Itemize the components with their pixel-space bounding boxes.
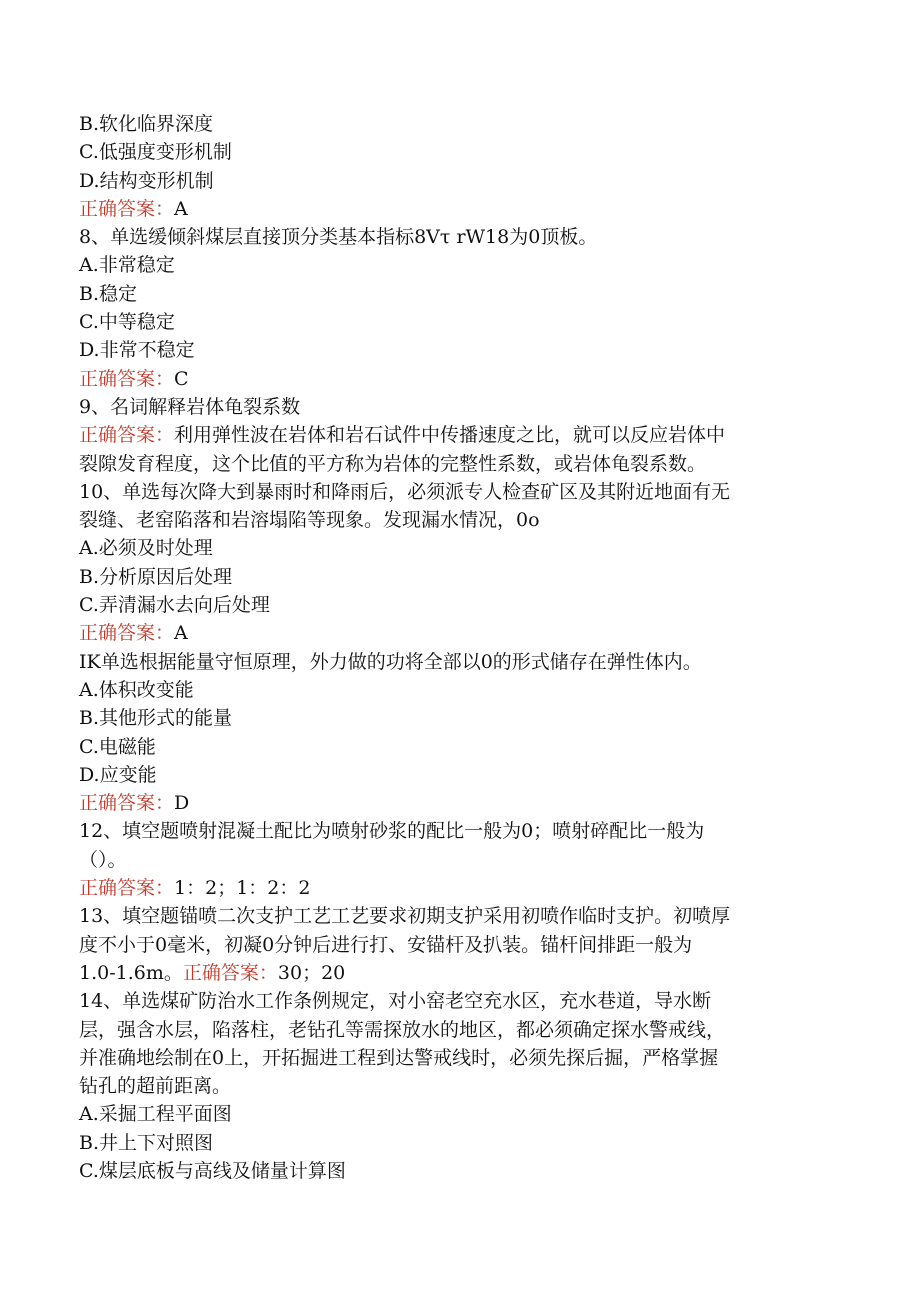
answer-label: 正确答案： xyxy=(79,877,175,900)
answer-value: 利用弹性波在岩体和岩石试件中传播速度之比，就可以反应岩体中 xyxy=(174,424,726,447)
option-line: A.采掘工程平面图 xyxy=(79,1103,232,1126)
question-line: 10、单选每次降大到暴雨时和降雨后，必须派专人检查矿区及其附近地面有无 xyxy=(79,480,731,503)
answer-continuation-line: 裂隙发育程度，这个比值的平方称为岩体的完整性系数，或岩体龟裂系数。 xyxy=(79,452,707,475)
option-line: B.稳定 xyxy=(79,282,138,305)
option-line: D.结构变形机制 xyxy=(79,169,214,192)
question-line: 12、填空题喷射混凝土配比为喷射砂浆的配比一般为0；喷射碎配比一般为 xyxy=(79,820,705,843)
answer-value: A xyxy=(174,197,188,220)
answer-value: C xyxy=(174,367,189,390)
question-continuation-line: 并准确地绘制在0上，开拓掘进工程到达警戒线时，必须先探后掘，严格掌握 xyxy=(79,1046,719,1069)
option-line: B.软化临界深度 xyxy=(79,113,214,135)
option-line: A.非常稳定 xyxy=(79,254,175,277)
option-line: C.弄清漏水去向后处理 xyxy=(79,594,270,617)
answer-line xyxy=(79,365,824,393)
option-line: B.分析原因后处理 xyxy=(79,565,233,588)
question-continuation-line: （）。 xyxy=(79,848,127,871)
answer-value: 1：2；1：2：2 xyxy=(174,877,311,900)
question-continuation-line: 钻孔的超前距离。 xyxy=(79,1075,232,1098)
answer-line xyxy=(79,195,824,223)
question-line: IK单选根据能量守恒原理，外力做的功将全部以0的形式储存在弹性体内。 xyxy=(79,650,702,673)
option-line: C.中等稳定 xyxy=(79,311,175,334)
question-list xyxy=(79,110,824,1185)
option-line: C.电磁能 xyxy=(79,735,156,758)
option-line: B.井上下对照图 xyxy=(79,1131,214,1154)
answer-label: 正确答案： xyxy=(79,367,175,390)
answer-value: A xyxy=(174,622,188,645)
answer-line xyxy=(79,421,824,449)
answer-label: 正确答案： xyxy=(79,197,175,220)
question-line: 9、名词解释岩体龟裂系数 xyxy=(79,395,301,418)
answer-value: D xyxy=(174,792,190,815)
option-line: A.体积改变能 xyxy=(79,678,194,701)
question-line: 13、填空题锚喷二次支护工艺工艺要求初期支护采用初喷作临时支护。初喷厚 xyxy=(79,905,731,928)
answer-value: 30；20 xyxy=(277,961,346,984)
option-line: D.应变能 xyxy=(79,763,157,786)
option-line: C.煤层底板与高线及储量计算图 xyxy=(79,1159,346,1182)
option-line: A.必须及时处理 xyxy=(79,537,213,560)
question-continuation-line: 度不小于0毫米，初凝0分钟后进行打、安锚杆及扒装。锚杆间排距一般为 xyxy=(79,933,693,956)
answer-label: 正确答案： xyxy=(182,961,278,984)
question-tail: 1.0-1.6m。 xyxy=(79,961,183,984)
question-line: 8、单选缓倾斜煤层直接顶分类基本指标8Vτ rW18为0顶板。 xyxy=(79,226,598,249)
answer-label: 正确答案： xyxy=(79,424,175,447)
option-line: C.低强度变形机制 xyxy=(79,141,232,164)
mixed-question-answer-line xyxy=(79,959,824,987)
answer-line xyxy=(79,874,824,902)
question-line: 14、单选煤矿防治水工作条例规定，对小窑老空充水区，充水巷道，导水断 xyxy=(79,990,712,1013)
option-line: D.非常不稳定 xyxy=(79,339,195,362)
option-line: B.其他形式的能量 xyxy=(79,707,233,730)
answer-label: 正确答案： xyxy=(79,622,175,645)
answer-line xyxy=(79,619,824,647)
question-continuation-line: 层，强含水层，陷落柱，老钻孔等需探放水的地区，都必须确定探水警戒线， xyxy=(79,1018,726,1041)
answer-label: 正确答案： xyxy=(79,792,175,815)
answer-line xyxy=(79,789,824,817)
question-continuation-line: 裂缝、老窑陷落和岩溶塌陷等现象。发现漏水情况，0o xyxy=(79,509,540,532)
